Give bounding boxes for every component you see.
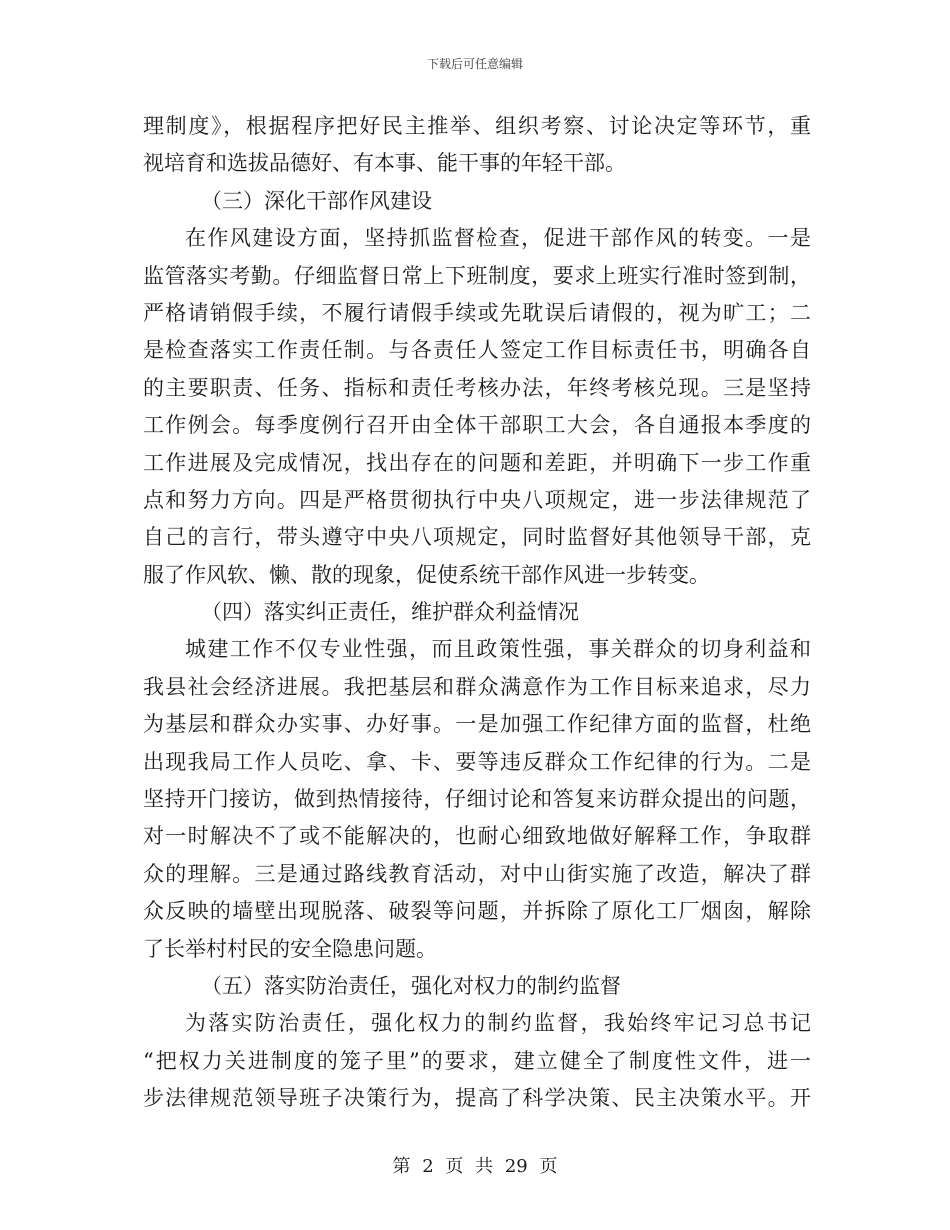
text-line: 众反映的墙壁出现脱落、破裂等问题，并拆除了原化工厂烟囱，解除 <box>143 899 811 924</box>
text-line: 理制度》，根据程序把好民主推举、组织考察、讨论决定等环节，重 <box>143 114 811 138</box>
section-heading: （三）深化干部作风建设 <box>201 188 432 213</box>
document-body <box>143 108 811 1118</box>
section-heading: （四）落实纠正责任，维护群众利益情况 <box>201 600 579 625</box>
text-line: 出现我局工作人员吃、拿、卡、要等违反群众工作纪律的行为。二是 <box>143 749 811 774</box>
text-line: 视培育和选拔品德好、有本事、能干事的年轻干部。 <box>143 151 626 176</box>
page-header-note: 下载后可任意编辑 <box>426 57 523 71</box>
text-line: 步法律规范领导班子决策行为，提高了科学决策、民主决策水平。开 <box>143 1086 811 1111</box>
paragraph-first-line: 在作风建设方面，坚持抓监督检查，促进干部作风的转变。一是 <box>185 226 811 251</box>
paragraph-first-line: 为落实防治责任，强化权力的制约监督，我始终牢记习总书记 <box>185 1011 811 1036</box>
text-line: 严格请销假手续，不履行请假手续或先耽误后请假的，视为旷工；二 <box>143 300 811 325</box>
section-heading: （五）落实防治责任，强化对权力的制约监督 <box>201 973 621 998</box>
text-line: 工作进展及完成情况，找出存在的问题和差距，并明确下一步工作重 <box>143 450 811 475</box>
text-line: 监管落实考勤。仔细监督日常上下班制度，要求上班实行准时签到制， <box>143 263 811 288</box>
text-line: 是检查落实工作责任制。与各责任人签定工作目标责任书，明确各自 <box>143 338 811 363</box>
text-line: 对一时解决不了或不能解决的，也耐心细致地做好解释工作，争取群 <box>143 824 811 849</box>
text-line: 坚持开门接访，做到热情接待，仔细讨论和答复来访群众提出的问题， <box>143 787 811 812</box>
paragraph-first-line: 城建工作不仅专业性强，而且政策性强，事关群众的切身利益和 <box>185 637 811 662</box>
text-line: 我县社会经济进展。我把基层和群众满意作为工作目标来追求，尽力 <box>143 674 811 699</box>
text-line: 服了作风软、懒、散的现象，促使系统干部作风进一步转变。 <box>143 562 710 587</box>
text-line: 了长举村村民的安全隐患问题。 <box>143 936 437 961</box>
text-line: 众的理解。三是通过路线教育活动，对中山街实施了改造，解决了群 <box>143 861 811 886</box>
text-line: 自己的言行，带头遵守中央八项规定，同时监督好其他领导干部，克 <box>143 525 811 550</box>
text-line: 的主要职责、任务、指标和责任考核办法，年终考核兑现。三是坚持 <box>143 375 811 400</box>
text-line: 点和努力方向。四是严格贯彻执行中央八项规定，进一步法律规范了 <box>143 487 811 512</box>
page-number-footer: 第 2 页 共 29 页 <box>392 1156 558 1177</box>
text-line: 为基层和群众办实事、办好事。一是加强工作纪律方面的监督，杜绝 <box>143 712 811 737</box>
text-line: “把权力关进制度的笼子里”的要求，建立健全了制度性文件，进一 <box>143 1048 811 1073</box>
text-line: 工作例会。每季度例行召开由全体干部职工大会，各自通报本季度的 <box>143 413 811 438</box>
